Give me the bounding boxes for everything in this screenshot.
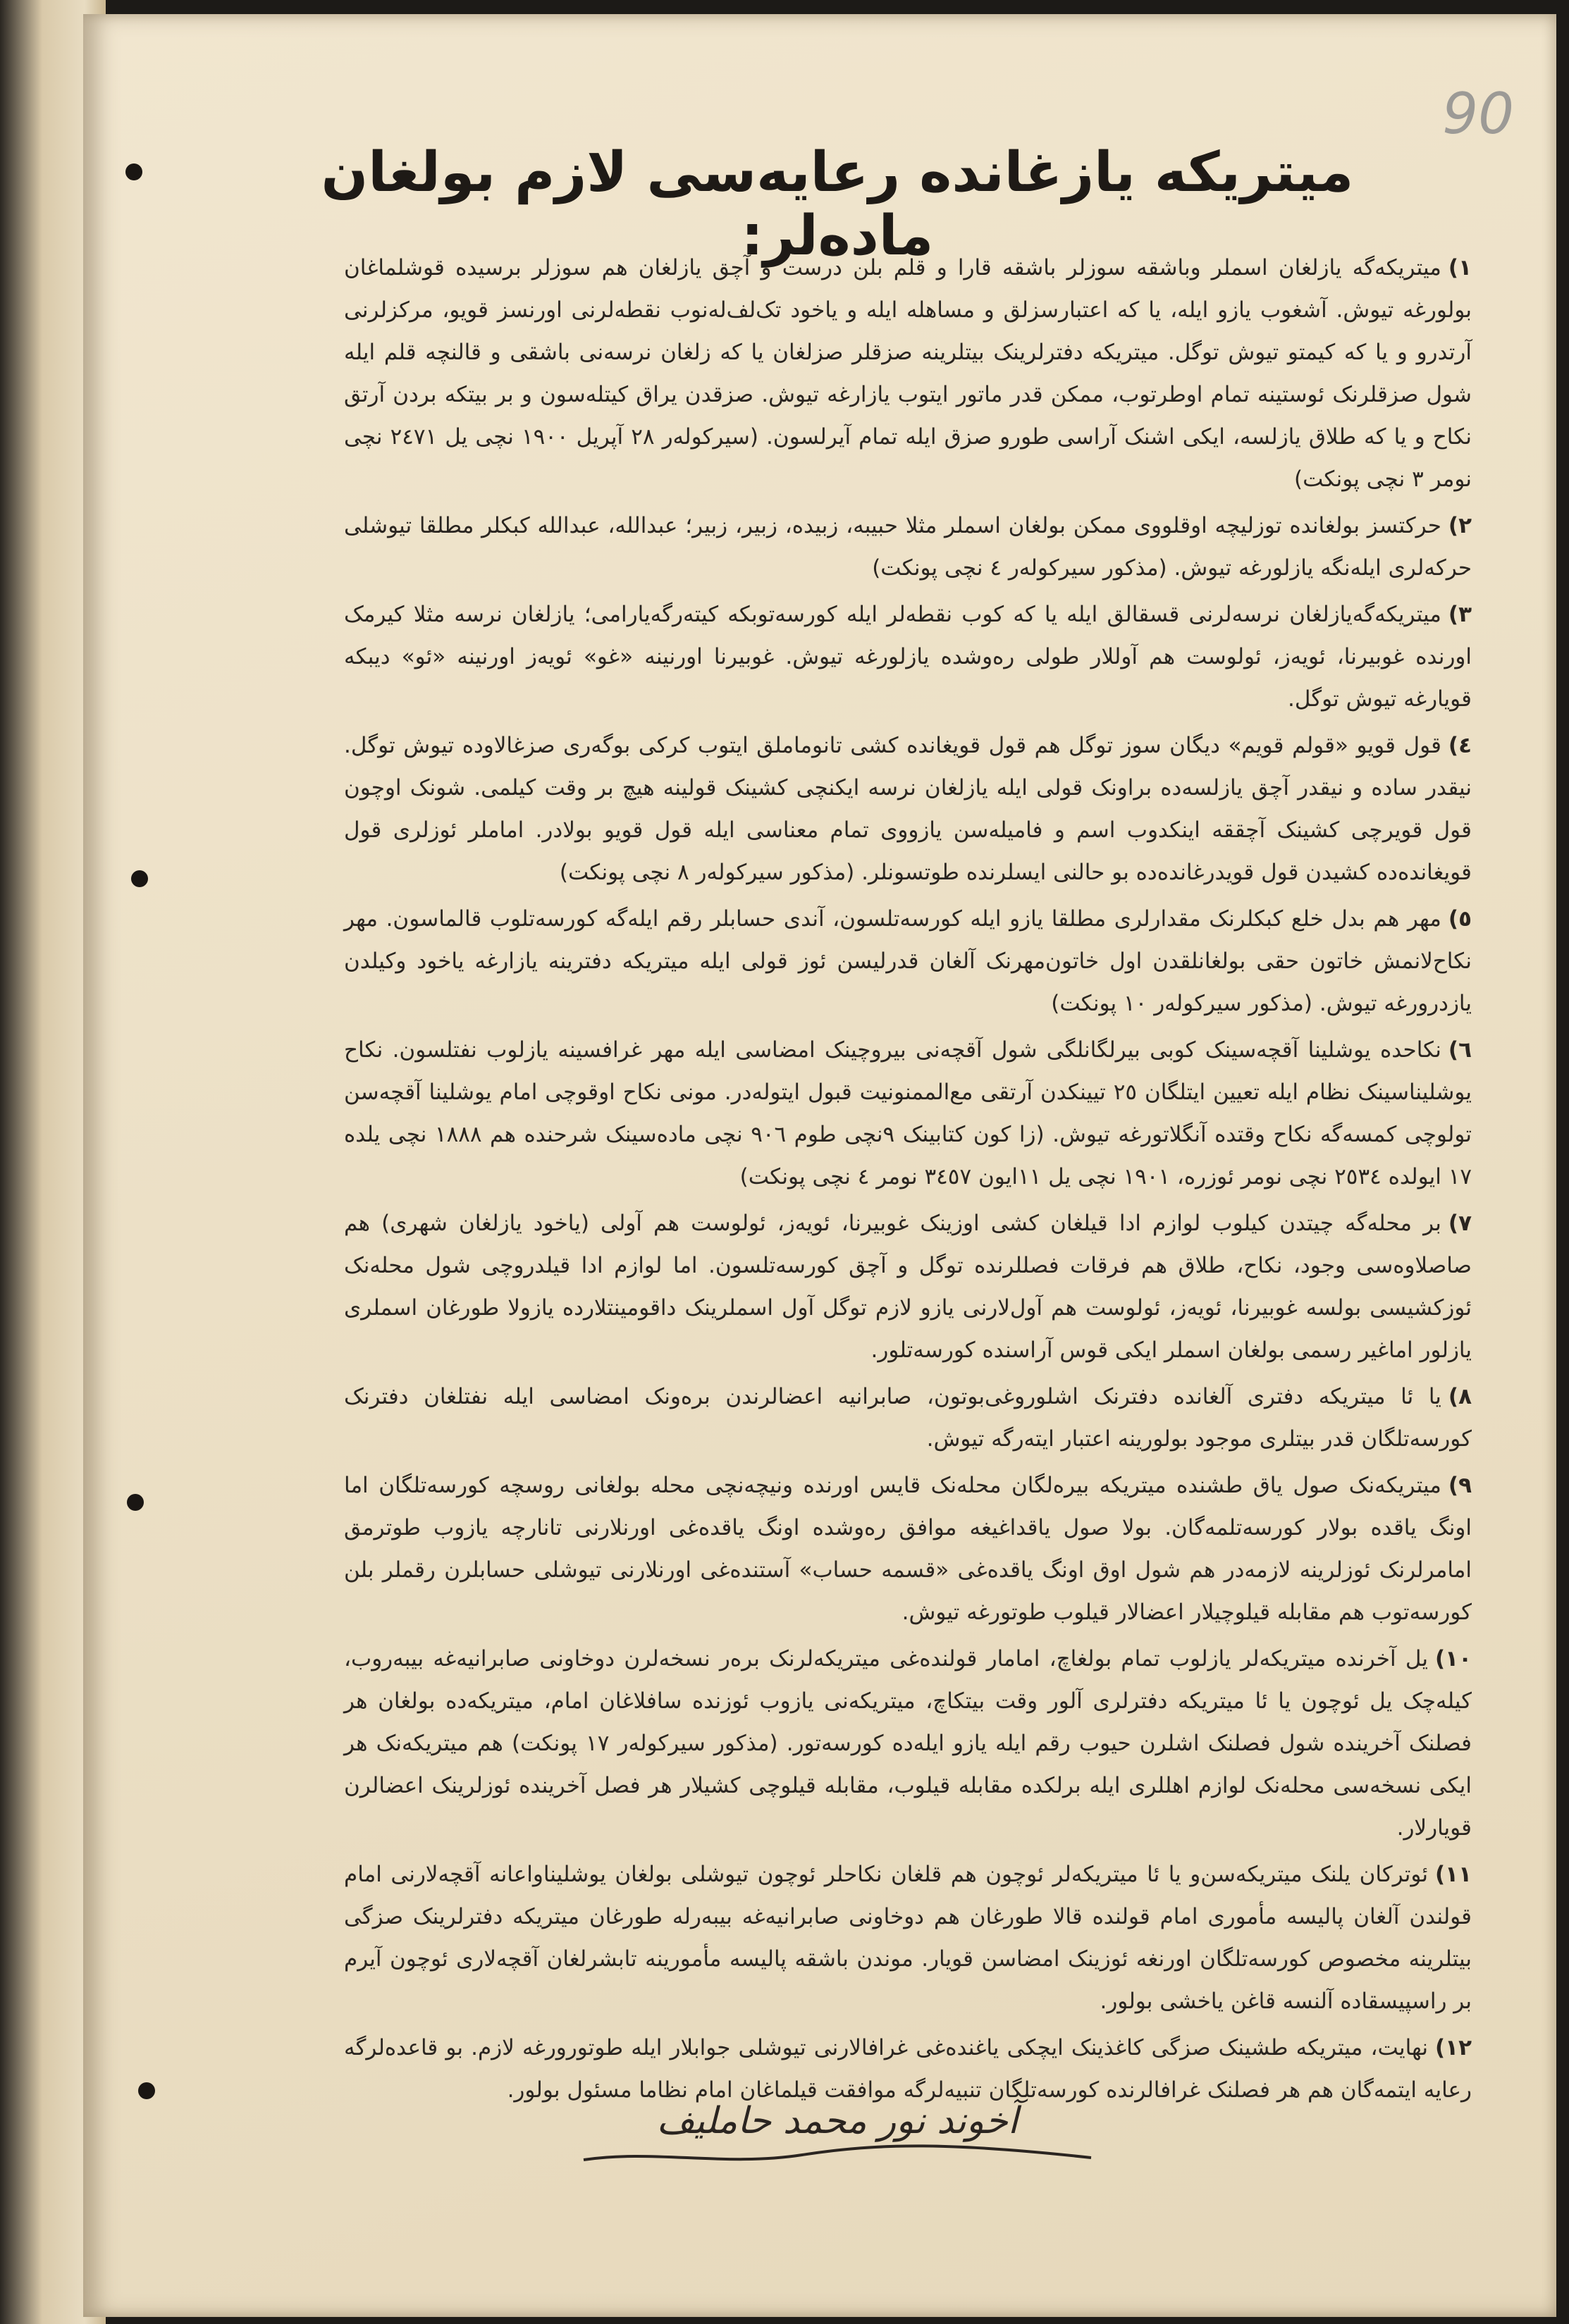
paragraph-number: ٩): [1448, 1473, 1472, 1498]
page-number: 90: [1442, 81, 1514, 147]
binding-hole-4: [138, 2082, 155, 2099]
paragraph-6: [344, 1029, 1472, 1198]
document-body: [344, 247, 1472, 2115]
paragraph-text: ئوترکان یلنک میتریکه‌سن‌و یا ئا میتریکه‌لر ئوچون هم قلغان نکاحلر ئوچون تیوشلی بولغان یوشلیناواعانه آقچه‌لارنی امام قولندن آلغان پالیسه مأموری امام قولنده قالا طورغان هم دوخاونی صابرانیه‌غه بیبه‌رله طورغان میتریکه دفترلرینک صزگی بیتلرینه مخصوص کورسه‌تلگان اورنغه ئوزینک امضاسن قویار. موندن باشقه پالیسه مأمورینه تابشرلغان آقچه‌لاری ئوچون آیرم بر راسپیسقاده آلنسه قاغن یاخشی بولور.: [344, 1862, 1472, 2014]
document-page: [83, 14, 1556, 2317]
document-title: میتریکه یازغانده رعایه‌سی لازم بولغان ماده‌لر:: [321, 141, 1354, 268]
paragraph-text: بر محله‌گه چیتدن کیلوب لوازم ادا قیلغان کشی اوزینک غوبیرنا، ئویه‌ز، ئولوست هم آولی (یاخود یازلغان شهری) هم صاصلاوه‌سی وجود، نکاح، طلاق هم فرقات فصللرنده توگل و آچق کورسه‌تلسون. اما لوازم ادا قیلدروچی شول محله‌نک ئوزکشیسی بولسه غوبیرنا، ئویه‌ز، ئولوست هم آول‌لارنی یازو لازم توگل آول اسملرینک داقومینتلارده یازولا طورغان اسملری یازلور اماغیر رسمی بولغان اسملر ایکی قوس آراسنده کورسه‌تلور.: [344, 1211, 1472, 1363]
paragraph-number: ١١): [1434, 1862, 1472, 1887]
paragraph-9: [344, 1464, 1472, 1633]
paragraph-number: ٧): [1448, 1211, 1472, 1236]
paragraph-1: [344, 247, 1472, 500]
paragraph-11: [344, 1853, 1472, 2022]
paragraph-5: [344, 898, 1472, 1025]
paragraph-7: [344, 1202, 1472, 1371]
paragraph-8: [344, 1376, 1472, 1460]
paragraph-text: نهایت، میتریکه طشینک صزگی کاغذینک ایچکی یاغنده‌غی غرافالارنی تیوشلی جوابلار ایله طوتورورغه لازم. بو قاعده‌لرگه رعایه ایتمه‌گان هم هر فصلنک غرافالرنده کورسه‌تلگان تنبیه‌لرگه موافقت قیلماغان امام نظاما مسئول بولور.: [344, 2035, 1472, 2103]
paragraph-10: [344, 1638, 1472, 1849]
paragraph-text: یا ئا میتریکه دفتری آلغانده دفترنک اشلوروغی‌بوتون، صابرانیه اعضالرندن بره‌ونک امضاسی ایله نفتلغان دفترنک کورسه‌تلگان قدر بیتلری موجود بولورینه اعتبار ایته‌رگه تیوش.: [344, 1384, 1472, 1452]
paragraph-text: یل آخرنده میتریکه‌لر یازلوب تمام بولغاچ، امامار قولنده‌غی میتریکه‌لرنک بره‌ر نسخه‌لرن دوخاونی صابرانیه‌غه بیبه‌روب، کیله‌چک یل ئوچون یا ئا میتریکه دفترلری آلور وقت بیتکاچ، میتریکه‌نی یازوب ئوزنده سافلاغان امام، میتریکه‌ده بولغان هر فصلنک آخرینده شول فصلنک اشلرن حیوب رقم ایله یازو ایله‌ده کورسه‌تور. (مذکور سیرکوله‌ر ١٧ پونکت) هم میتریکه‌نک هر ایکی نسخه‌سی محله‌نک لوازم اهللری ایله برلکده مقابله قیلوب، مقابله قیلوچی کشیلار هر فصل آخرینده ئوزلرینک اعضالرن قویارلار.: [344, 1646, 1472, 1841]
paragraph-number: ٦): [1448, 1037, 1472, 1063]
paragraph-2: [344, 505, 1472, 589]
paragraph-number: ١): [1448, 255, 1472, 280]
paragraph-3: [344, 593, 1472, 720]
paragraph-number: ٣): [1448, 602, 1472, 627]
signature: [570, 2093, 1105, 2177]
paragraph-text: قول قویو «قولم قویم» دیگان سوز توگل هم قول قویغانده کشی تانوماملق ایتوب کرکی بوگه‌ری صزغالاوده تیوش توگل. نیقدر ساده و نیقدر آچق یازلسه‌ده براونک قولی ایله یازلغان نرسه ایکنچی کشینک قولینه هیچ بر وقت کیلمی. شونک اوچون قول قویرچی کشینک آچققه اینکدوب اسم و فامیله‌سن یازووی تمام معناسی ایله قول قویو بولادر. اماملر ئوزلری قول قویغانده‌ده کشیدن قول قویدرغانده‌ده بو حالنی ایسلرنده طوتسونلر. (مذکور سیرکوله‌ر ٨ نچی پونکت): [344, 733, 1472, 885]
paragraph-text: میتریکه‌گه یازلغان اسملر وباشقه سوزلر باشقه قارا و قلم بلن درست و آچق یازلغان هم سوزلر برسیده قوشلماغان بولورغه تیوش. آشغوب یازو ایله، یا که اعتبارسزلق و مساهله ایله و یاخود تک‌لف‌له‌نوب نقطه‌لرنی اورنسز قویو، مرکزلرنی آرتدرو و یا که کیمتو تیوش توگل. میتریکه دفترلرینک بیتلرینه صزقلر صزلغان یا که زلغان نرسه‌نی باشقی و قالنچه قلم ایله شول صزقلرنک ئوستینه تمام اوطرتوب، ممکن قدر ماتور ایتوب یازارغه تیوش. صزقدن یراق کیتله‌سون و بر بیتکه بردن آرتق نکاح و یا که طلاق یازلسه، ایکی اشنک آراسی طورو صزق ایله تمام آیرلسون. (سیرکوله‌ر ٢٨ آپریل ١٩٠٠ نچی یل ٢٤٧١ نچی نومر ٣ نچی پونکت): [344, 255, 1472, 492]
paragraph-number: ١٢): [1434, 2035, 1472, 2060]
paragraph-text: میتریکه‌نک صول یاق طشنده میتریکه بیره‌لگان محله‌نک قایس اورنده ونیچه‌نچی محله بولغانی روسچه کورسه‌تلگان اما اونگ یاقده بولار کورسه‌تلمه‌گان. بولا صول یاقداغیغه موافق ره‌وشده اونگ یاقده‌غی اورنلارنی تانارچه یازوب طوترمق امامرلرنک ئوزلرینه لازمه‌در هم شول اوق اونگ یاقده‌غی «قسمه حساب» آستنده‌غی اورنلارنی تیوشلی حسابلرن رقملر بلن کورسه‌توب هم مقابله قیلوچیلار اعضالار قیلوب طوتورغه تیوش.: [344, 1473, 1472, 1625]
paragraph-text: نکاحده یوشلینا آقچه‌سینک کوبی بیرلگانلگی شول آقچه‌نی بیروچینک امضاسی ایله مهر غرافسینه یازلوب نفتلسون. نکاح یوشلیناسینک نظام ایله تعیین ایتلگان ٢٥ تیینکدن آرتقی مع‌الممنونیت قبول ایتوله‌در. مونی نکاح اوقوچی امام یوشلینا آقچه‌سن تولوچی کمسه‌گه نکاح وقتده آنگلاتورغه تیوش. (زا کون کتابینک ٩نچی طوم ٩٠٦ نچی ماده‌سینک شرحنده هم ١٨٨٨ نچی یلده ١٧ ایولده ٢٥٣٤ نچی نومر ئوزره، ١٩٠١ نچی یل ١١ایون ٣٤٥٧ نومر ٤ نچی پونکت): [344, 1037, 1472, 1189]
paragraph-text: مهر هم بدل خلع کبکلرنک مقدارلری مطلقا یازو ایله کورسه‌تلسون، آندی حسابلر رقم ایله‌گه کورسه‌تلوب قالماسون. مهر نکاح‌لانمش خاتون حقی بولغانلقدن اول خاتون‌مهرنک آلغان قدرلیسن ئوز قولی ایله میتریکه دفترینه یازارغه یاخود وکیلدن یازدرورغه تیوش. (مذکور سیرکوله‌ر ١٠ پونکت): [344, 906, 1472, 1016]
binding-hole-1: [125, 163, 142, 180]
paragraph-4: [344, 724, 1472, 894]
paragraph-number: ٥): [1448, 906, 1472, 932]
signature-text: آخوند نور محمد حاملیف: [656, 2100, 1019, 2142]
paragraph-number: ٢): [1448, 513, 1472, 538]
paragraph-text: حرکتسز بولغانده‌ توزلیچه اوقلووی ممکن بولغان اسملر مثلا حبیبه، زبیده، زبیر، زبیر؛ عبدالله، عبدالله کبکلر مطلقا تیوشلی حرکه‌لری ایله‌نگه یازلورغه تیوش. (مذکور سیرکوله‌ر ٤ نچی پونکت): [344, 513, 1472, 581]
paragraph-number: ٤): [1448, 733, 1472, 758]
binding-hole-2: [131, 870, 148, 887]
binding-hole-3: [127, 1494, 144, 1511]
paragraph-text: میتریکه‌گه‌یازلغان نرسه‌لرنی قسقالق ایله یا که کوب نقطه‌لر ایله کورسه‌توبکه کیته‌رگه‌یارامی؛ یازلغان نرسه مثلا کیرمک اورنده غوبیرنا، ئویه‌ز، ئولوست هم آوللار طولی ره‌وشده یازلورغه تیوش. غوبیرنا اورنینه «غو» ئویه‌ز اورنینه «ئو» دیبکه قویارغه تیوش توگل.: [344, 602, 1472, 712]
paragraph-number: ١٠): [1434, 1646, 1472, 1671]
paragraph-number: ٨): [1448, 1384, 1472, 1409]
